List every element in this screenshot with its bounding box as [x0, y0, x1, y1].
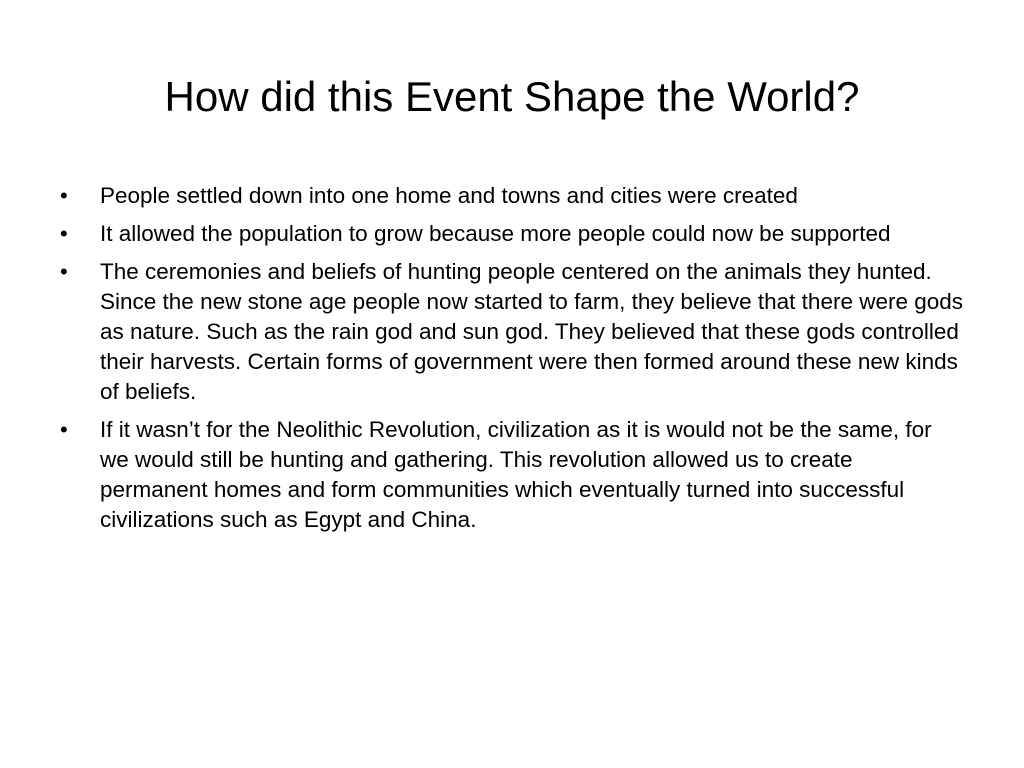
bullet-item: [60, 219, 965, 249]
bullet-icon: •: [60, 417, 68, 442]
bullet-item: [60, 415, 965, 535]
bullet-list: [60, 181, 965, 543]
bullet-icon: •: [60, 221, 68, 246]
bullet-text: The ceremonies and beliefs of hunting people centered on the animals they hunted. Since the new stone age people now started to farm, they believe that there were gods as nature. Such as the rain god and sun god. They believed that these gods controlled their harvests. Certain forms of government were then formed around these new kinds of beliefs.: [100, 259, 964, 404]
bullet-item: [60, 257, 965, 407]
bullet-text: People settled down into one home and towns and cities were created: [100, 183, 798, 208]
slide-title: How did this Event Shape the World?: [164, 73, 860, 120]
bullet-icon: •: [60, 183, 68, 208]
bullet-text: If it wasn’t for the Neolithic Revolution, civilization as it is would not be the same, for we would still be hunting and gathering. This revolution allowed us to create permanent homes and form communities which eventually turned into successful civilizations such as Egypt and China.: [100, 417, 932, 532]
bullet-text: It allowed the population to grow because more people could now be supported: [100, 221, 891, 246]
bullet-icon: •: [60, 259, 68, 284]
bullet-item: [60, 181, 965, 211]
